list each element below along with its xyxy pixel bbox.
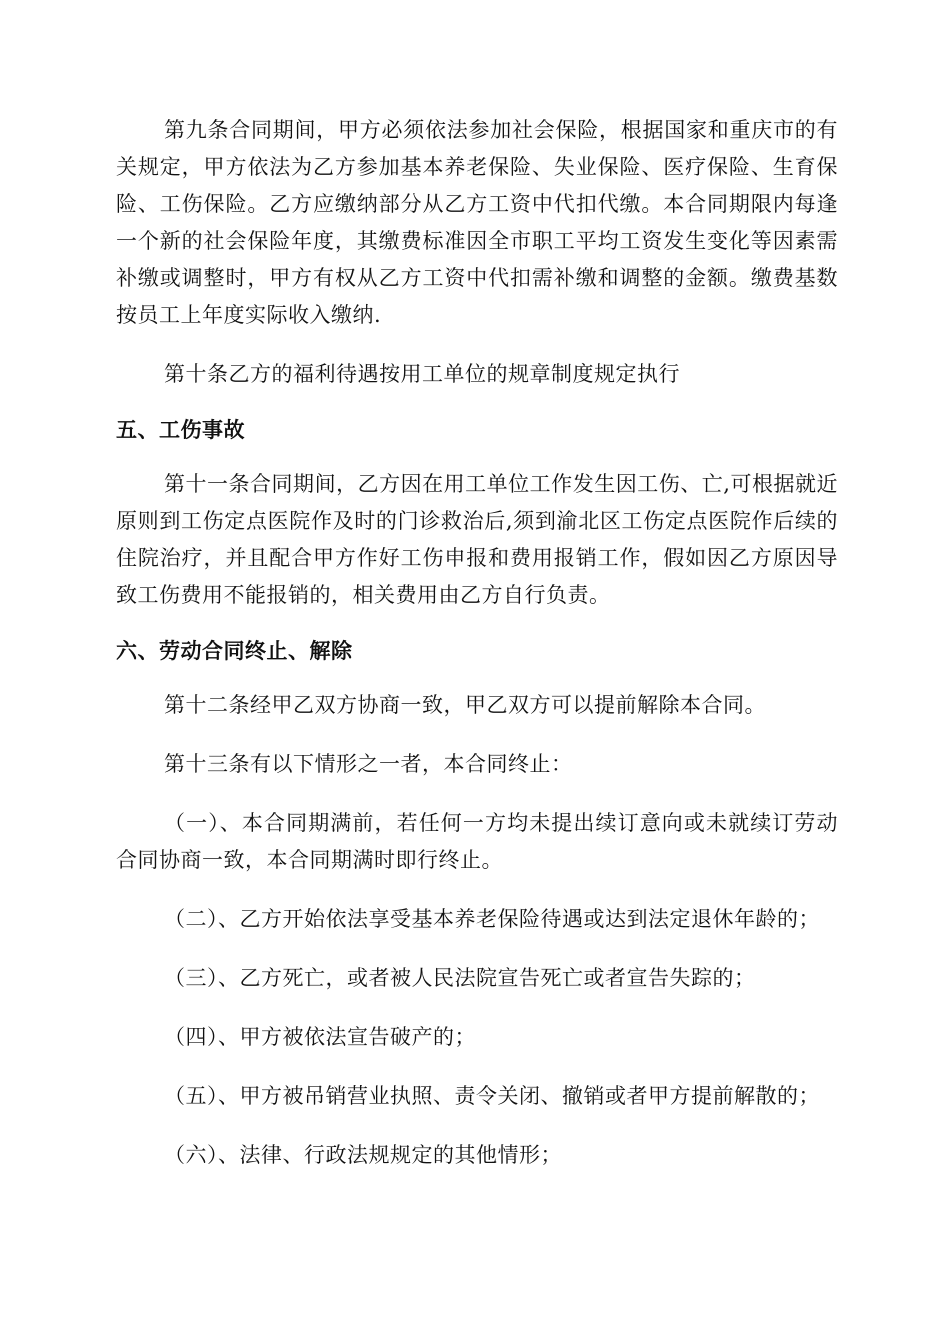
article-13-paragraph: 第十三条有以下情形之一者，本合同终止： [164,752,573,776]
article-12-paragraph: 第十二条经甲乙双方协商一致，甲乙双方可以提前解除本合同。 [164,693,766,717]
article-11-paragraph: 第十一条合同期间，乙方因在用工单位工作发生因工伤、亡,可根据就近原则到工伤定点医院作及时的门诊救治后,须到渝北区工伤定点医院作后续的住院治疗，并且配合甲方作好工伤申报和费用报销工作，假如因乙方原因导致工伤费用不能报销的，相关费用由乙方自行负责。 [116,472,838,607]
termination-item-5: （五）、甲方被吊销营业执照、责令关闭、撤销或者甲方提前解散的； [164,1084,820,1108]
termination-item-4: （四）、甲方被依法宣告破产的； [164,1025,476,1049]
article-9-paragraph: 第九条合同期间，甲方必须依法参加社会保险，根据国家和重庆市的有关规定，甲方依法为乙方参加基本养老保险、失业保险、医疗保险、生育保险、工伤保险。乙方应缴纳部分从乙方工资中代扣代缴。本合同期限内每逢一个新的社会保险年度，其缴费标准因全市职工平均工资发生变化等因素需补缴或调整时，甲方有权从乙方工资中代扣需补缴和调整的金额。缴费基数按员工上年度实际收入缴纳. [116,118,838,327]
document-page [116,112,838,1174]
termination-item-2: （二）、乙方开始依法享受基本养老保险待遇或达到法定退休年龄的； [164,907,820,931]
section-5-heading: 五、工伤事故 [116,417,245,442]
termination-item-1: （一）、本合同期满前，若任何一方均未提出续订意向或未就续订劳动合同协商一致，本合同期满时即行终止。 [116,811,838,872]
section-6-heading: 六、劳动合同终止、解除 [116,638,353,663]
termination-item-3: （三）、乙方死亡，或者被人民法院宣告死亡或者宣告失踪的； [164,966,756,990]
termination-item-6: （六）、法律、行政法规规定的其他情形； [164,1143,562,1167]
article-10-paragraph: 第十条乙方的福利待遇按用工单位的规章制度规定执行 [164,362,680,386]
